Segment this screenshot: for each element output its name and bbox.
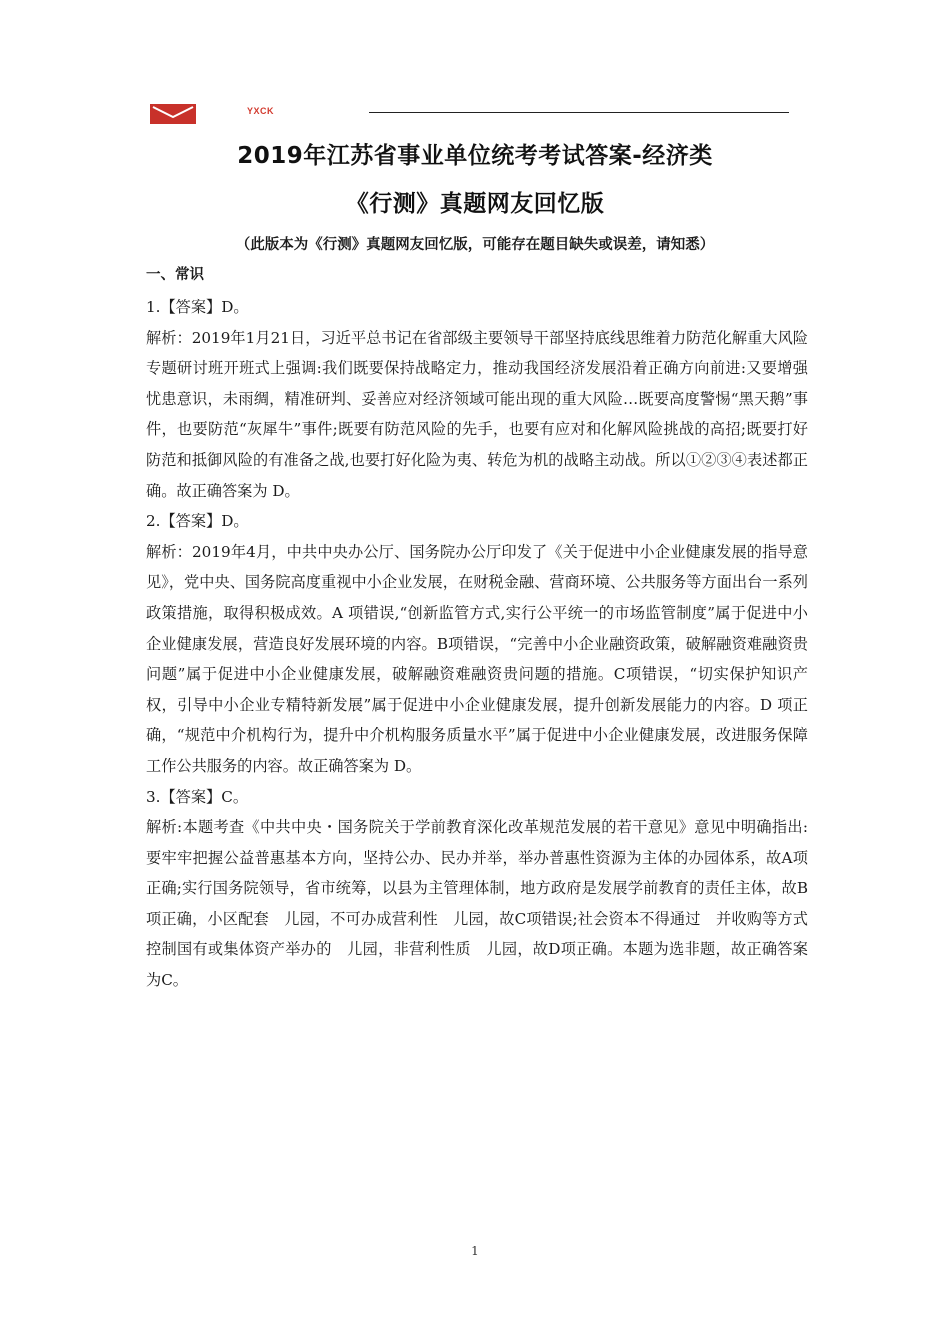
page-subtitle-title: 《行测》真题网友回忆版 (345, 191, 605, 217)
answer-line: 2.【答案】D。 (146, 512, 249, 531)
header-rule (369, 112, 789, 113)
question-block (146, 292, 808, 506)
section-heading: 一、常识 (146, 267, 204, 283)
question-block (146, 782, 808, 996)
page-number: 1 (471, 1244, 479, 1258)
analysis-paragraph: 解析：2019年4月，中共中央办公厅、国务院办公厅印发了《关于促进中小企业健康发展的指导意见》，党中央、国务院高度重视中小企业发展，在财税金融、营商环境、公共服务等方面出台一系列政策措施，取得积极成效。A 项错误,“创新监管方式,实行公平统一的市场监管制度”属于促进中小企业健康发展，营造良好发展环境的内容。B项错误，“完善中小企业融资政策，破解融资难融资贵问题”属于促进中小企业健康发展，破解融资难融资贵问题的措施。C项错误，“切实保护知识产权，引导中小企业专精特新发展”属于促进中小企业健康发展，提升创新发展能力的内容。D 项正确，“规范中介机构行为，提升中介机构服务质量水平”属于促进中小企业健康发展，改进服务保障工作公共服务的内容。故正确答案为 D。 (146, 542, 808, 775)
answer-line: 1.【答案】D。 (146, 298, 249, 316)
answer-list (146, 292, 808, 996)
page-title: 2019年江苏省事业单位统考考试答案-经济类 (237, 143, 713, 169)
logo-text: YXCK (247, 106, 275, 116)
answer-line: 3.【答案】C。 (146, 787, 249, 806)
disclaimer-note: （此版本为《行测》真题网友回忆版，可能存在题目缺失或误差，请知悉） (235, 237, 715, 253)
analysis-paragraph: 解析:本题考查《中共中央・国务院关于学前教育深化改革规范发展的若干意见》意见中明确指出:要牢牢把握公益普惠基本方向，坚持公办、民办并举，举办普惠性资源为主体的办园体系，故A项正确;实行国务院领导，省市统筹，以县为主管理体制，地方政府是发展学前教育的责任主体，故B项正确，小区配套 儿园，不可办成营利性 儿园，故C项错误;社会资本不得通过 并收购等方式控制国有或集体资产举办的 儿园，非营利性质 儿园，故D项正确。本题为选非题，故正确答案为C。 (146, 818, 808, 990)
analysis-paragraph: 解析：2019年1月21日，习近平总书记在省部级主要领导干部坚持底线思维着力防范化解重大风险专题研讨班开班式上强调:我们既要保持战略定力，推动我国经济发展沿着正确方向前进:又要增强忧患意识，未雨绸，精准研判、妥善应对经济领域可能出现的重大风险…既要高度警惕“黑天鹅”事件，也要防范“灰犀牛”事件;既要有防范风险的先手，也要有应对和化解风险挑战的高招;既要打好防范和抵御风险的有准备之战,也要打好化险为夷、转危为机的战略主动战。所以①②③④表述都正确。故正确答案为 D。 (146, 328, 808, 500)
question-block (146, 506, 808, 781)
logo-icon (150, 104, 196, 124)
